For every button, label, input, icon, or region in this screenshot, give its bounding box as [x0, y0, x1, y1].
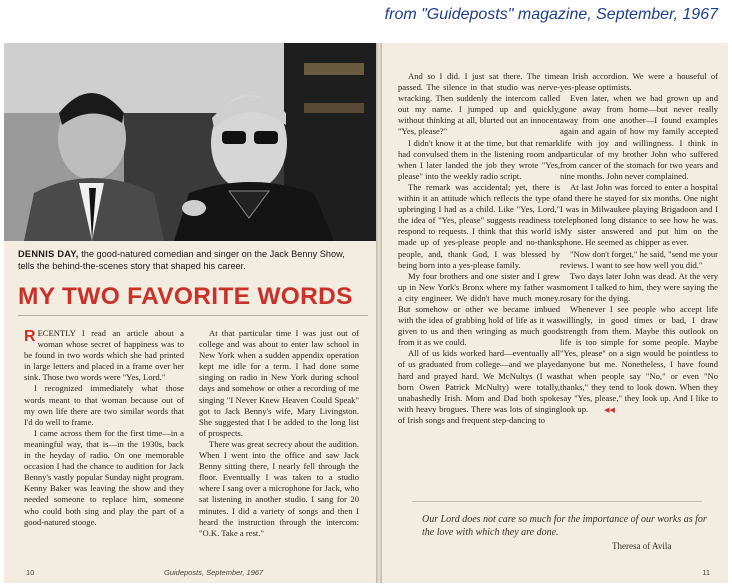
- paragraph: "Now don't forget," he said, "send me your reviews. I want to see how well you did.": [560, 248, 718, 270]
- paragraph: I came across them for the first time—in a meaningful way, that is—in the 1930s, back in the heyday of radio. On one memorable occasion I had the chance to audition for Jack Benny's vastly popular Sunday night program. Kenny Baker was leaving the show and they needed someone to replace him, someone who could both sing and play the part of a good-natured stooge.: [24, 427, 184, 527]
- paragraph: At that particular time I was just out of college and was about to enter law school in New York when a sudden appendix operation kept me idle for a term. I had done some singing on radio in New York during school days and somehow or other a recording of me singing "I Never Knew Heaven Could Speak" got to Jack Benny's wife, Mary Livingston. She suggested that I be added to the long list of prospects.: [199, 328, 359, 438]
- drop-cap: R: [24, 328, 36, 345]
- end-mark-icon: ◀◀: [604, 406, 615, 414]
- photo-caption: [18, 248, 363, 272]
- right-page: [382, 43, 728, 583]
- paragraph: [560, 304, 718, 416]
- column-4: [560, 71, 718, 416]
- left-page: [4, 43, 376, 583]
- quote-attribution: Theresa of Avila: [612, 541, 672, 551]
- paragraph-text: ECENTLY I read an article about a woman whose secret of happiness was to be found in two words which she had printed in large letters and placed in a frame over her sink. Those two words were "Yes, Lord.": [24, 328, 184, 383]
- column-1: [24, 328, 184, 528]
- quote-rule: [412, 501, 702, 502]
- paragraph: Two days later John was dead. At the very moment I talked to him, they were saying the rosary for the dying.: [560, 270, 718, 303]
- page-number-left: 10: [26, 568, 35, 577]
- column-3: [398, 71, 560, 426]
- caption-name: DENNIS DAY,: [18, 249, 79, 259]
- paragraph: an Irish accordion. We were a houseful of yes-please optimists.: [560, 71, 718, 93]
- paragraph: The remark was accidental; yet, there is within it an attitude which reflects the type of upbringing I had as a child. Like "Yes, Lord," the idea of "Yes, please" suggests readiness to respond to requests. I think that this world is made up of yes-please people and no-thanks people, and, thank God, I was blessed by being born into a yes-please family.: [398, 181, 560, 270]
- pull-quote: Our Lord does not care so much for the importance of our works as for the love with which they are done.: [422, 514, 707, 538]
- headline-rule: [18, 315, 368, 316]
- paragraph: All of us kids worked hard—eventually all of us graduated from college—and we played hard and prayed hard. We McNultys (I was born Owen Patrick McNulty) were totally, unabashedly Irish. Mom and Dad both spoke with heavy brogues. There was lots of singing of Irish songs and frequent step-dancing to: [398, 348, 560, 425]
- paragraph: I didn't know it at the time, but that remark had convulsed them in the listening room and when I later landed the job they wrote "Yes, please" into the weekly radio script.: [398, 137, 560, 181]
- article-photo: [4, 43, 376, 241]
- column-2: [199, 328, 359, 539]
- source-banner: from "Guideposts" magazine, September, 1967: [384, 6, 718, 23]
- paragraph: My four brothers and one sister and I grew up in New York's Bronx where my father was a city engineer. We didn't have much money. But somehow or other we became imbued with the idea of grabbing hold of life as it was given to us and then wringing as much good from it as we could.: [398, 270, 560, 348]
- page-number-right: 11: [702, 568, 710, 577]
- paragraph: Even later, when we had grown up and gone away from home—but never really away from one another—I found examples again and again of how my family accepted life with joy and willingness. I think in particular of my brother John who suffered from cancer of the stomach for two years and nine months. John never complained.: [560, 93, 718, 181]
- paragraph: At last John was forced to enter a hospital and there he stayed for six months. One night I was in Milwaukee playing Brigadoon and I telephoned long distance to see how he was. My sister answered and put him on the phone. He seemed as chipper as ever.: [560, 181, 718, 248]
- paragraph: And so I did. I just sat there. The time passed. The silence in that studio was nerve-wracking. Then suddenly the intercom called out my name. I jumped up and quickly, without thinking at all, blurted out an innocent "Yes, please?": [398, 71, 560, 137]
- paragraph: There was great secrecy about the audition. When I went into the office and saw Jack Benny sitting there, I nearly fell through the floor. Eventually I was taken to a studio where I sang over a microphone for Jack, who sat listening in another studio. I sang for 20 minutes. I did a variety of songs and then I heard the instruction through the intercom: "O.K. Take a rest.": [199, 438, 359, 538]
- paragraph-text: Whenever I see people who accept life willingly, in good times or bad, I draw strength from them. Maybe this outlook on life is too simple for some people. Maybe "Yes, please" on a sign would be pointless to anyone but me. Nonetheless, I have found that when people say "No," or even "No thanks," they tend to look down. When they say "Yes, please," they look up. And I like to look up.: [560, 303, 718, 414]
- running-footer: Guideposts, September, 1967: [164, 568, 264, 577]
- caption-text: the good-natured comedian and singer on the Jack Benny Show, tells the behind-the-scenes story that shaped his career.: [18, 249, 345, 271]
- article-headline: MY TWO FAVORITE WORDS: [18, 283, 353, 310]
- paragraph: [24, 328, 184, 383]
- paragraph: I recognized immediately what those words meant to that woman because out of my own life there are two similar words that I'd do well to frame.: [24, 383, 184, 427]
